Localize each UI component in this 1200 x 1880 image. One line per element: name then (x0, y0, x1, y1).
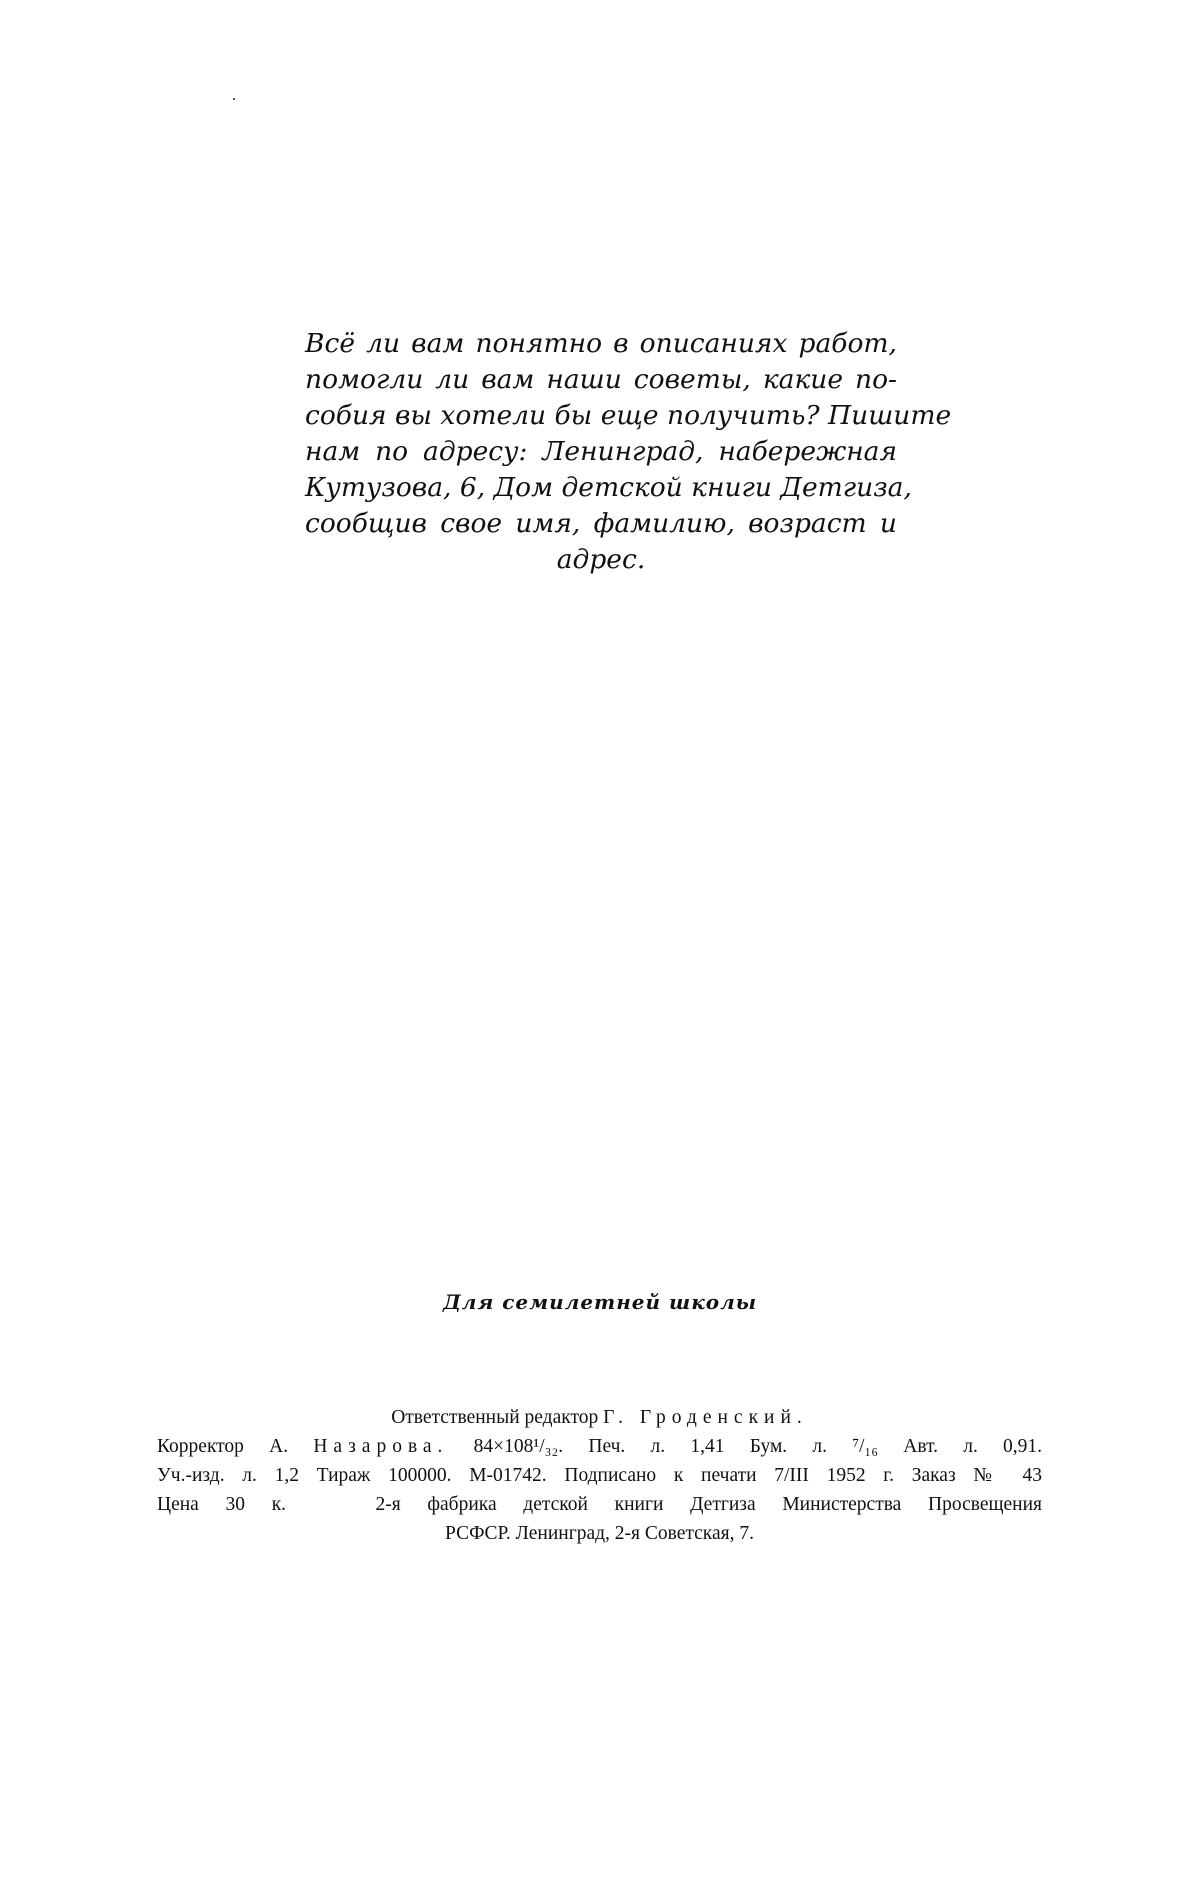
series-label: Для семилетней школы (442, 1290, 758, 1314)
colophon-price-line (157, 1490, 1042, 1519)
print-run: Тираж 100000. (316, 1465, 452, 1486)
print-speck (233, 98, 235, 100)
appeal-line: собия вы хотели бы еще получить? Пишите (305, 400, 952, 431)
editor-name: Г. Гроденский. (603, 1407, 808, 1428)
editor-role: Ответственный редактор (391, 1407, 599, 1428)
appeal-line: Кутузова, 6, Дом детской книги Детгиза, (305, 472, 912, 503)
corrector-name: Назарова. (313, 1436, 449, 1457)
appeal-line: адрес. (556, 544, 646, 575)
reader-appeal-paragraph (305, 326, 952, 578)
colophon-editor-line (157, 1403, 1042, 1432)
colophon-address-line: РСФСР. Ленинград, 2-я Советская, 7. (445, 1523, 754, 1544)
order-number: Заказ № 43 (911, 1465, 1042, 1486)
signed-to-print: Подписано к печати 7/III 1952 г. (564, 1465, 894, 1486)
appeal-line: помогли ли вам наши советы, какие по- (305, 364, 897, 395)
appeal-line: Всё ли вам понятно в описаниях работ, (305, 328, 897, 359)
format: 84×108¹/₃₂. (473, 1436, 564, 1457)
author-sheets: Авт. л. 0,91. (903, 1436, 1043, 1457)
edit-sheets: Уч.-изд. л. 1,2 (157, 1465, 299, 1486)
corrector-role: Корректор А. (157, 1436, 289, 1457)
printer: 2-я фабрика детской книги Детгиза Министерства Просвещения (375, 1494, 1043, 1515)
colophon-corrector-line (157, 1432, 1042, 1461)
colophon (157, 1403, 1042, 1548)
license-number: М-01742. (469, 1465, 547, 1486)
price: Цена 30 к. (157, 1494, 287, 1515)
colophon-print-run-line (157, 1461, 1042, 1490)
paper-sheets: Бум. л. ⁷/₁₆ (749, 1436, 879, 1457)
appeal-line: нам по адресу: Ленинград, набережная (305, 436, 897, 467)
appeal-line: сообщив свое имя, фамилию, возраст и (305, 508, 897, 539)
print-sheets: Печ. л. 1,41 (588, 1436, 725, 1457)
